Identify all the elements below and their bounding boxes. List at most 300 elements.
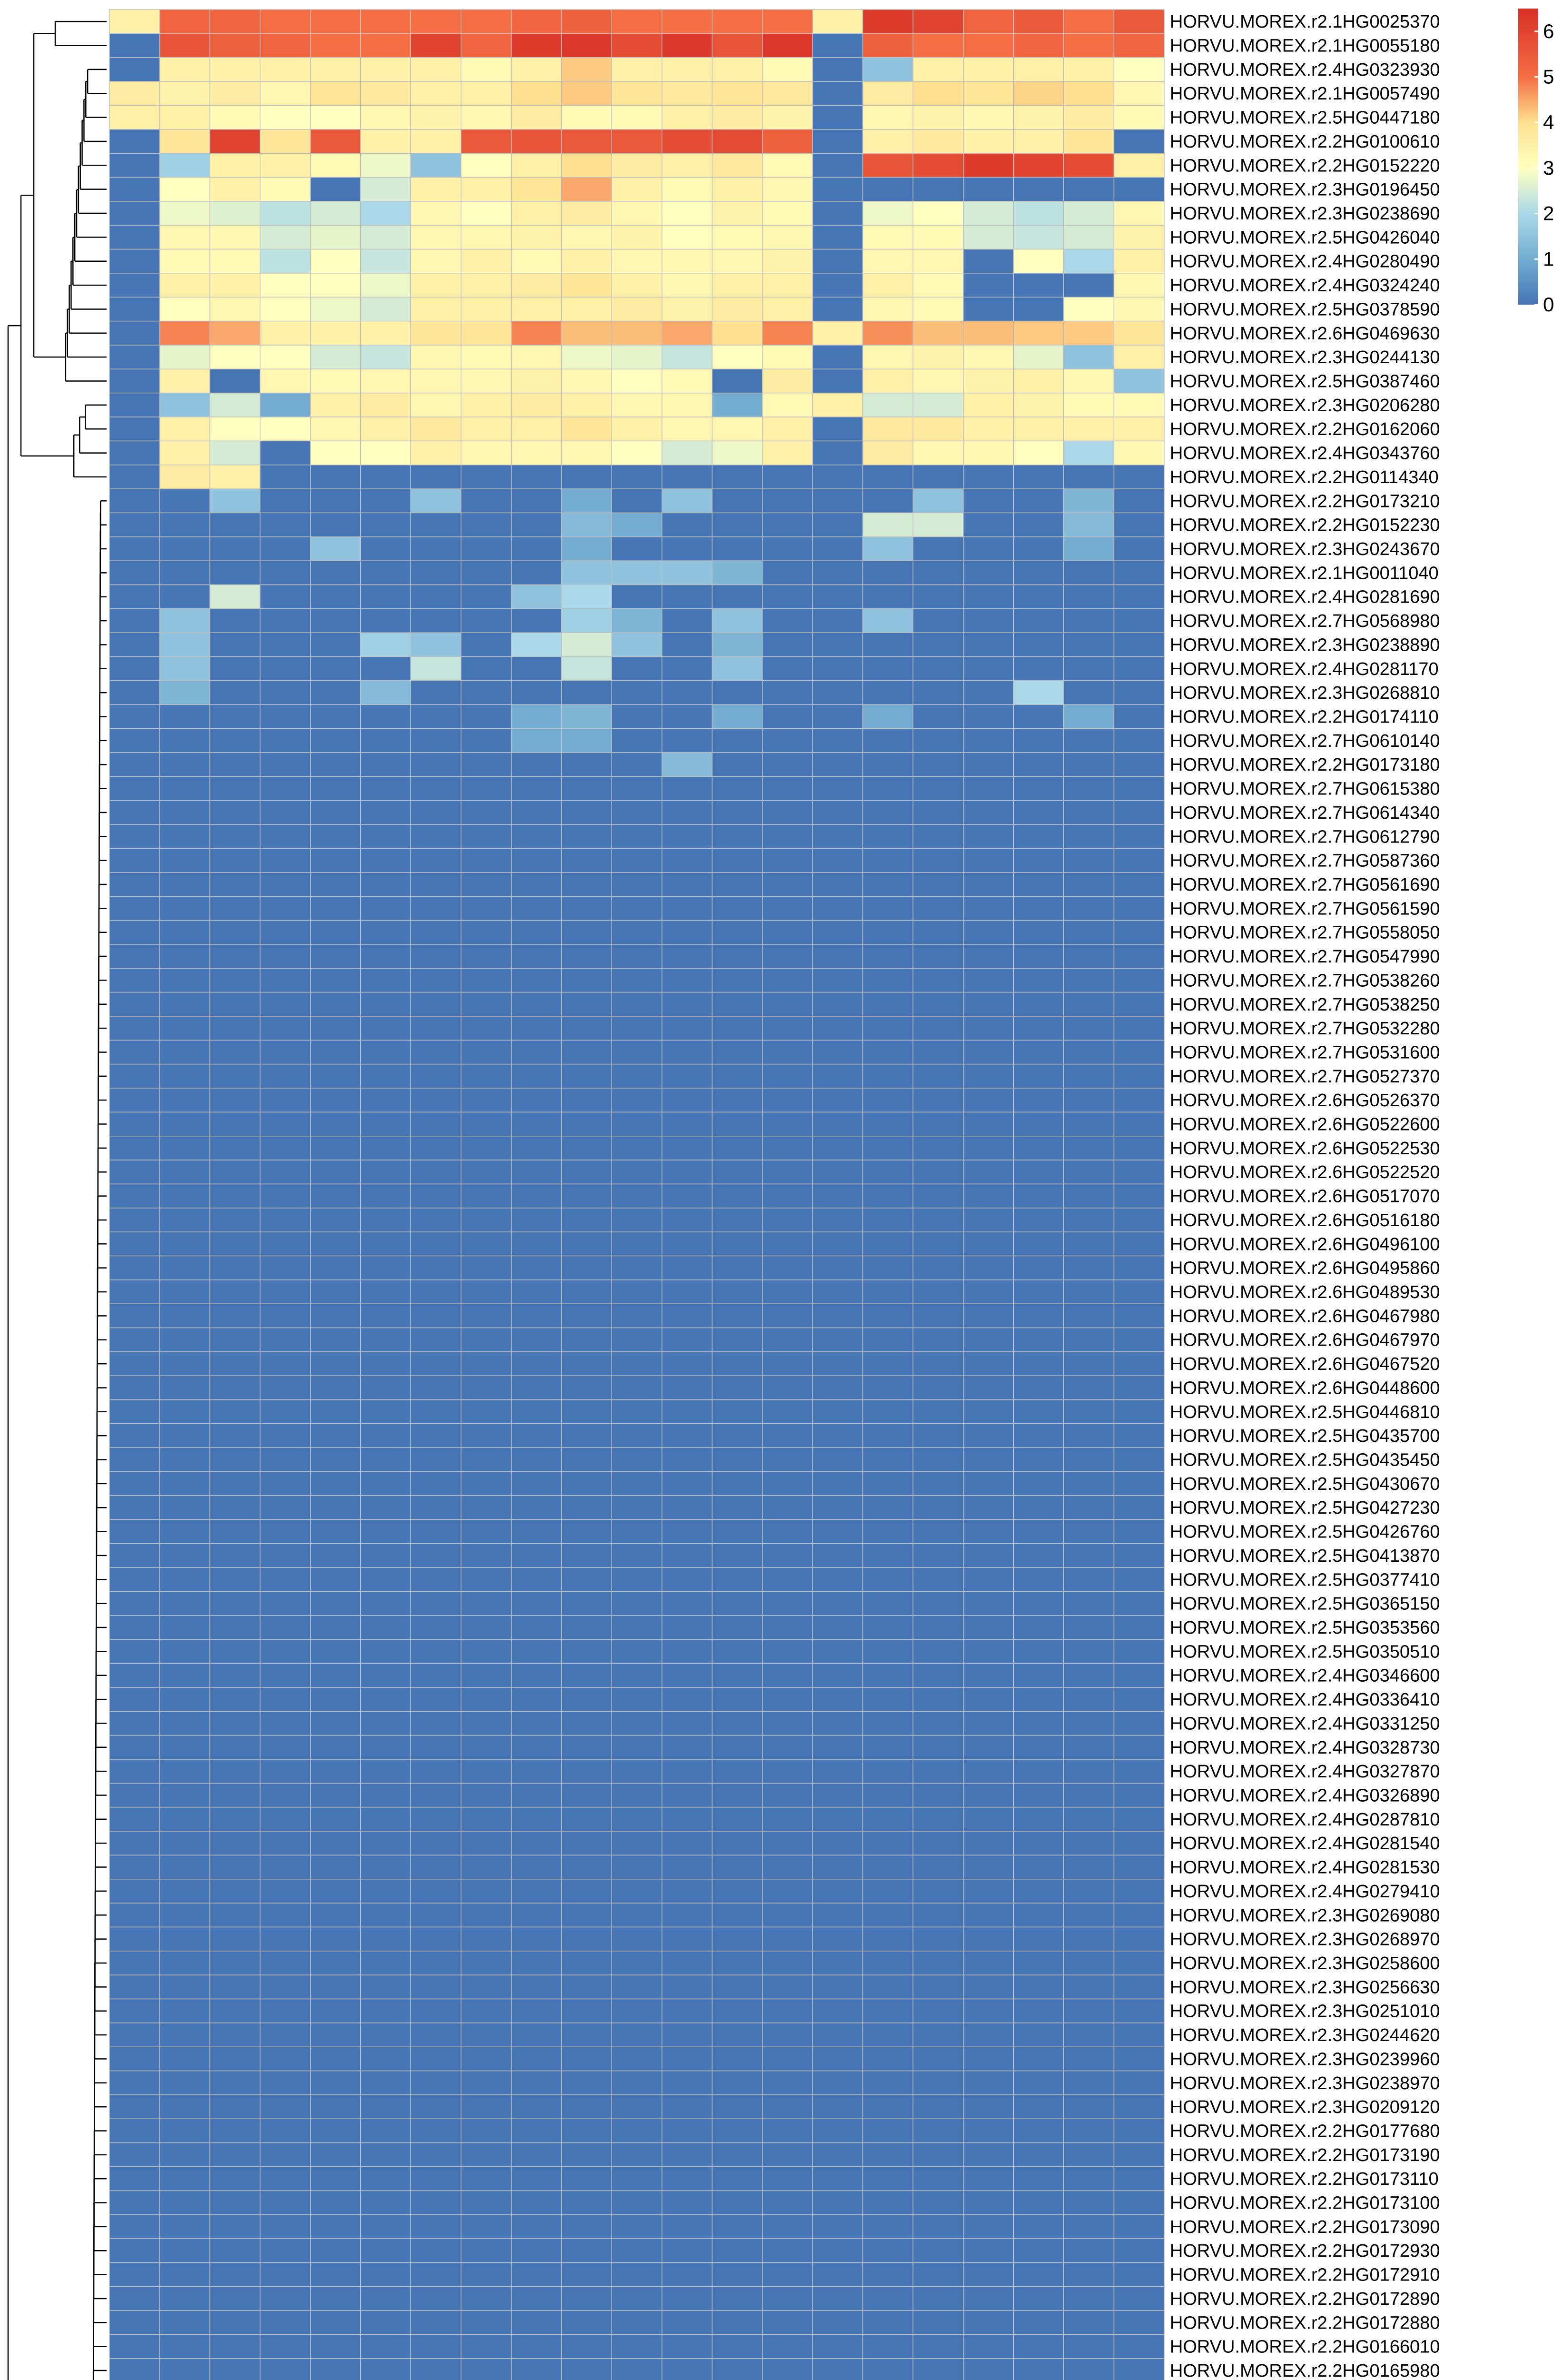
heatmap-cell	[511, 2167, 562, 2191]
heatmap-cell	[511, 1352, 562, 1376]
heatmap-cell	[210, 561, 260, 585]
heatmap-cell	[863, 537, 913, 561]
heatmap-cell	[461, 776, 512, 800]
heatmap-cell	[1114, 2262, 1164, 2286]
heatmap-cell	[511, 1687, 562, 1711]
heatmap-cell	[712, 633, 762, 656]
heatmap-cell	[361, 105, 411, 129]
heatmap-cell	[310, 704, 361, 728]
heatmap-cell	[361, 81, 411, 105]
row-label: HORVU.MOREX.r2.7HG0561590	[1170, 899, 1440, 919]
heatmap-cell	[511, 441, 562, 465]
heatmap-cell	[310, 2071, 361, 2095]
heatmap-cell	[1064, 345, 1114, 369]
heatmap-cell	[812, 345, 863, 369]
heatmap-cell	[913, 58, 963, 81]
heatmap-cell	[411, 824, 461, 848]
heatmap-cell	[260, 2167, 311, 2191]
row-label: HORVU.MOREX.r2.2HG0166010	[1170, 2337, 1440, 2357]
heatmap-cell	[461, 1927, 512, 1951]
heatmap-cell	[1114, 681, 1164, 704]
heatmap-cell	[361, 1424, 411, 1448]
heatmap-cell	[1064, 896, 1114, 920]
heatmap-cell	[210, 2287, 260, 2311]
heatmap-cell	[160, 1376, 210, 1399]
heatmap-cell	[1013, 1160, 1064, 1184]
heatmap-cell	[1064, 2334, 1114, 2358]
heatmap-cell	[863, 1855, 913, 1879]
heatmap-cell	[1114, 729, 1164, 753]
heatmap-cell	[712, 585, 762, 609]
heatmap-cell	[612, 177, 662, 201]
heatmap-cell	[310, 753, 361, 776]
heatmap-cell	[812, 921, 863, 944]
heatmap-cell	[461, 1975, 512, 1999]
heatmap-cell	[913, 417, 963, 441]
heatmap-cell	[210, 2119, 260, 2142]
heatmap-cell	[863, 153, 913, 177]
heatmap-cell	[361, 441, 411, 465]
heatmap-cell	[109, 824, 160, 848]
heatmap-cell	[511, 465, 562, 489]
heatmap-cell	[160, 1472, 210, 1496]
heatmap-cell	[963, 81, 1014, 105]
heatmap-cell	[562, 1016, 612, 1040]
heatmap-cell	[913, 1016, 963, 1040]
heatmap-cell	[210, 1735, 260, 1759]
heatmap-cell	[612, 1519, 662, 1543]
heatmap-cell	[1064, 776, 1114, 800]
heatmap-cell	[1064, 1304, 1114, 1328]
heatmap-cell	[812, 1064, 863, 1088]
heatmap-cell	[913, 1496, 963, 1519]
heatmap-cell	[562, 2262, 612, 2286]
heatmap-cell	[963, 273, 1014, 297]
heatmap-cell	[662, 1160, 712, 1184]
heatmap-cell	[310, 177, 361, 201]
heatmap-cell	[511, 129, 562, 153]
heatmap-cell	[361, 2334, 411, 2358]
row-label: HORVU.MOREX.r2.2HG0173190	[1170, 2145, 1440, 2165]
heatmap-cell	[361, 1184, 411, 1208]
heatmap-cell	[511, 489, 562, 513]
heatmap-cell	[1114, 776, 1164, 800]
heatmap-cell	[612, 2359, 662, 2380]
heatmap-cell	[762, 1352, 813, 1376]
heatmap-cell	[762, 873, 813, 896]
heatmap-cell	[1013, 58, 1064, 81]
heatmap-cell	[662, 992, 712, 1016]
heatmap-cell	[913, 1160, 963, 1184]
heatmap-cell	[963, 2359, 1014, 2380]
heatmap-cell	[863, 2239, 913, 2262]
heatmap-cell	[612, 2311, 662, 2334]
heatmap-cell	[361, 2047, 411, 2071]
heatmap-cell	[1064, 1519, 1114, 1543]
heatmap-cell	[1114, 1064, 1164, 1088]
heatmap-cell	[411, 1088, 461, 1112]
heatmap-cell	[210, 1424, 260, 1448]
heatmap-cell	[160, 1352, 210, 1376]
heatmap-cell	[662, 1927, 712, 1951]
heatmap-cell	[762, 1639, 813, 1663]
heatmap-cell	[562, 873, 612, 896]
heatmap-cell	[210, 633, 260, 656]
heatmap-cell	[1114, 1304, 1164, 1328]
heatmap-cell	[963, 1352, 1014, 1376]
heatmap-cell	[260, 225, 311, 249]
heatmap-cell	[310, 1040, 361, 1064]
heatmap-cell	[361, 776, 411, 800]
heatmap-cell	[461, 2262, 512, 2286]
heatmap-cell	[310, 10, 361, 33]
heatmap-cell	[411, 2191, 461, 2214]
heatmap-cell	[662, 2167, 712, 2191]
heatmap-cell	[260, 633, 311, 656]
heatmap-cell	[1013, 2239, 1064, 2262]
heatmap-cell	[1064, 1616, 1114, 1639]
heatmap-cell	[361, 1232, 411, 1256]
heatmap-cell	[1013, 321, 1064, 345]
heatmap-cell	[963, 537, 1014, 561]
heatmap-cell	[863, 801, 913, 824]
heatmap-cell	[411, 1160, 461, 1184]
heatmap-cell	[1064, 1136, 1114, 1160]
heatmap-cell	[913, 2239, 963, 2262]
heatmap-cell	[812, 2143, 863, 2167]
heatmap-cell	[260, 1927, 311, 1951]
row-label: HORVU.MOREX.r2.5HG0350510	[1170, 1642, 1440, 1662]
heatmap-cell	[310, 1256, 361, 1279]
heatmap-cell	[310, 1783, 361, 1807]
heatmap-cell	[511, 704, 562, 728]
heatmap-cell	[160, 1591, 210, 1615]
heatmap-cell	[210, 1352, 260, 1376]
row-label: HORVU.MOREX.r2.2HG0173180	[1170, 755, 1440, 775]
heatmap-cell	[562, 465, 612, 489]
color-legend	[1518, 9, 1554, 316]
heatmap-cell	[762, 1448, 813, 1471]
legend-tick-label: 5	[1543, 65, 1554, 88]
heatmap-cell	[963, 776, 1014, 800]
heatmap-cell	[1064, 1208, 1114, 1232]
heatmap-cell	[511, 33, 562, 57]
heatmap-cell	[160, 1088, 210, 1112]
heatmap-cell	[210, 1136, 260, 1160]
heatmap-cell	[812, 1184, 863, 1208]
heatmap-cell	[662, 848, 712, 872]
heatmap-cell	[762, 1232, 813, 1256]
heatmap-cell	[511, 1975, 562, 1999]
heatmap-cell	[812, 1783, 863, 1807]
heatmap-cell	[1114, 1256, 1164, 1279]
heatmap-cell	[461, 681, 512, 704]
heatmap-cell	[863, 1496, 913, 1519]
heatmap-cell	[863, 1088, 913, 1112]
heatmap-cell	[461, 1256, 512, 1279]
heatmap-cell	[863, 1136, 913, 1160]
heatmap-cell	[1064, 1664, 1114, 1687]
heatmap-cell	[1114, 1975, 1164, 1999]
heatmap-cell	[361, 1496, 411, 1519]
heatmap-cell	[461, 2311, 512, 2334]
heatmap-cell	[913, 1280, 963, 1304]
heatmap-cell	[160, 2191, 210, 2214]
heatmap-cell	[812, 1376, 863, 1399]
heatmap-cell	[662, 1016, 712, 1040]
heatmap-cell	[310, 1519, 361, 1543]
heatmap-cell	[411, 1807, 461, 1831]
heatmap-cell	[411, 1328, 461, 1352]
heatmap-cell	[863, 657, 913, 681]
heatmap-cell	[511, 1519, 562, 1543]
heatmap-cell	[1064, 1088, 1114, 1112]
heatmap-cell	[562, 1951, 612, 1975]
heatmap-cell	[1013, 1711, 1064, 1735]
heatmap-cell	[511, 968, 562, 992]
heatmap-cell	[361, 1304, 411, 1328]
heatmap-cell	[361, 345, 411, 369]
heatmap-cell	[863, 1328, 913, 1352]
heatmap-cell	[411, 1400, 461, 1424]
heatmap-cell	[662, 873, 712, 896]
heatmap-cell	[411, 2167, 461, 2191]
heatmap-cell	[963, 2334, 1014, 2358]
heatmap-cell	[1013, 1112, 1064, 1136]
heatmap-cell	[260, 921, 311, 944]
heatmap-cell	[562, 2023, 612, 2047]
heatmap-cell	[762, 824, 813, 848]
heatmap-cell	[863, 1783, 913, 1807]
heatmap-cell	[260, 2334, 311, 2358]
heatmap-cell	[210, 1783, 260, 1807]
heatmap-cell	[461, 273, 512, 297]
heatmap-cell	[260, 1544, 311, 1567]
heatmap-cell	[1114, 1208, 1164, 1232]
heatmap-cell	[461, 393, 512, 417]
heatmap-cell	[562, 1088, 612, 1112]
heatmap-cell	[260, 2287, 311, 2311]
heatmap-cell	[160, 58, 210, 81]
heatmap-cell	[1013, 2311, 1064, 2334]
heatmap-cell	[260, 297, 311, 321]
heatmap-cell	[361, 249, 411, 273]
heatmap-cell	[511, 2071, 562, 2095]
heatmap-cell	[361, 801, 411, 824]
heatmap-cell	[662, 417, 712, 441]
heatmap-cell	[310, 2023, 361, 2047]
heatmap-cell	[511, 2311, 562, 2334]
heatmap-cell	[1114, 1016, 1164, 1040]
heatmap-cell	[863, 393, 913, 417]
heatmap-cell	[511, 944, 562, 968]
heatmap-cell	[662, 801, 712, 824]
row-label: HORVU.MOREX.r2.3HG0244130	[1170, 347, 1440, 368]
heatmap-cell	[662, 2215, 712, 2239]
row-label: HORVU.MOREX.r2.5HG0387460	[1170, 371, 1440, 392]
row-label: HORVU.MOREX.r2.5HG0365150	[1170, 1594, 1440, 1614]
heatmap-cell	[411, 1136, 461, 1160]
heatmap-cell	[1013, 177, 1064, 201]
heatmap-cell	[662, 1376, 712, 1399]
heatmap-cell	[712, 1160, 762, 1184]
row-label: HORVU.MOREX.r2.5HG0377410	[1170, 1570, 1440, 1590]
heatmap-cell	[1064, 249, 1114, 273]
heatmap-cell	[260, 1160, 311, 1184]
legend-tick-label: 1	[1543, 248, 1554, 270]
heatmap-cell	[712, 417, 762, 441]
heatmap-cell	[411, 321, 461, 345]
heatmap-cell	[260, 1280, 311, 1304]
heatmap-cell	[1114, 249, 1164, 273]
heatmap-cell	[1013, 585, 1064, 609]
heatmap-cell	[1013, 2215, 1064, 2239]
heatmap-cell	[109, 1328, 160, 1352]
heatmap-cell	[210, 1016, 260, 1040]
heatmap-cell	[712, 1975, 762, 1999]
heatmap-cell	[562, 729, 612, 753]
heatmap-cell	[260, 657, 311, 681]
heatmap-cell	[1114, 1136, 1164, 1160]
heatmap-cell	[762, 1184, 813, 1208]
heatmap-cell	[562, 2287, 612, 2311]
heatmap-cell	[411, 345, 461, 369]
heatmap-cell	[361, 2262, 411, 2286]
heatmap-cell	[612, 345, 662, 369]
heatmap-cell	[913, 801, 963, 824]
heatmap-cell	[1064, 2262, 1114, 2286]
heatmap-cell	[612, 321, 662, 345]
heatmap-cell	[260, 417, 311, 441]
legend-tick-label: 6	[1543, 20, 1554, 42]
heatmap-cell	[210, 153, 260, 177]
heatmap-cell	[612, 824, 662, 848]
row-label: HORVU.MOREX.r2.6HG0526370	[1170, 1091, 1440, 1111]
heatmap-cell	[160, 609, 210, 633]
heatmap-cell	[1064, 1903, 1114, 1927]
heatmap-cell	[812, 1112, 863, 1136]
heatmap-cell	[562, 1496, 612, 1519]
heatmap-cell	[1064, 2143, 1114, 2167]
heatmap-cell	[762, 105, 813, 129]
heatmap-cell	[1114, 2095, 1164, 2119]
heatmap-cell	[461, 2334, 512, 2358]
heatmap-cell	[1013, 801, 1064, 824]
heatmap-cell	[461, 1951, 512, 1975]
heatmap-cell	[109, 1927, 160, 1951]
heatmap-cell	[963, 2191, 1014, 2214]
heatmap-cell	[612, 1664, 662, 1687]
heatmap-cell	[260, 729, 311, 753]
heatmap-cell	[662, 1999, 712, 2023]
heatmap-cell	[461, 1783, 512, 1807]
heatmap-cell	[812, 1280, 863, 1304]
heatmap-cell	[562, 1759, 612, 1783]
heatmap-cell	[963, 1544, 1014, 1567]
heatmap-cell	[762, 609, 813, 633]
heatmap-cell	[562, 1927, 612, 1951]
heatmap-cell	[662, 2311, 712, 2334]
heatmap-cell	[963, 992, 1014, 1016]
heatmap-cell	[210, 1112, 260, 1136]
heatmap-cell	[913, 921, 963, 944]
heatmap-cell	[1013, 1687, 1064, 1711]
heatmap-cell	[913, 1064, 963, 1088]
heatmap-cell	[913, 2167, 963, 2191]
heatmap-cell	[310, 1472, 361, 1496]
heatmap-cell	[160, 417, 210, 441]
heatmap-cell	[1114, 1448, 1164, 1471]
heatmap-cell	[260, 2359, 311, 2380]
heatmap-cell	[562, 1519, 612, 1543]
heatmap-cell	[310, 896, 361, 920]
heatmap-cell	[812, 729, 863, 753]
heatmap-cell	[511, 633, 562, 656]
heatmap-cell	[461, 1328, 512, 1352]
heatmap-cell	[260, 1424, 311, 1448]
heatmap-cell	[1013, 33, 1064, 57]
heatmap-cell	[511, 1807, 562, 1831]
heatmap-cell	[160, 2262, 210, 2286]
heatmap-cell	[562, 1328, 612, 1352]
heatmap-cell	[160, 1807, 210, 1831]
row-label: HORVU.MOREX.r2.6HG0467970	[1170, 1330, 1440, 1350]
heatmap-cell	[461, 2215, 512, 2239]
heatmap-cell	[1064, 105, 1114, 129]
heatmap-cell	[210, 753, 260, 776]
heatmap-cell	[461, 1759, 512, 1783]
heatmap-cell	[662, 273, 712, 297]
heatmap-cell	[712, 1064, 762, 1088]
heatmap-cell	[1114, 561, 1164, 585]
heatmap-cell	[411, 2359, 461, 2380]
heatmap-cell	[260, 2047, 311, 2071]
heatmap-cell	[562, 417, 612, 441]
heatmap-cell	[913, 2262, 963, 2286]
row-label: HORVU.MOREX.r2.2HG0172880	[1170, 2313, 1440, 2333]
heatmap-cell	[662, 1664, 712, 1687]
row-label: HORVU.MOREX.r2.3HG0251010	[1170, 2001, 1440, 2022]
heatmap-cell	[160, 968, 210, 992]
heatmap-cell	[511, 2023, 562, 2047]
heatmap-cell	[160, 704, 210, 728]
heatmap-cell	[361, 2023, 411, 2047]
heatmap-cell	[1114, 393, 1164, 417]
heatmap-cell	[109, 1544, 160, 1567]
heatmap-cell	[260, 1040, 311, 1064]
heatmap-cell	[160, 345, 210, 369]
heatmap-cell	[210, 609, 260, 633]
heatmap-cell	[963, 1519, 1014, 1543]
heatmap-cell	[863, 776, 913, 800]
heatmap-cell	[963, 1879, 1014, 1903]
heatmap-cell	[712, 177, 762, 201]
heatmap-cell	[1064, 489, 1114, 513]
heatmap-cell	[963, 1975, 1014, 1999]
heatmap-cell	[612, 2071, 662, 2095]
heatmap-cell	[712, 2359, 762, 2380]
heatmap-cell	[913, 1519, 963, 1543]
heatmap-cell	[210, 513, 260, 536]
heatmap-cell	[1064, 1160, 1114, 1184]
heatmap-cell	[662, 1616, 712, 1639]
heatmap-cell	[712, 753, 762, 776]
heatmap-cell	[712, 1088, 762, 1112]
heatmap-cell	[1114, 417, 1164, 441]
heatmap-cell	[963, 1376, 1014, 1399]
heatmap-cell	[160, 1831, 210, 1855]
heatmap-cell	[812, 873, 863, 896]
